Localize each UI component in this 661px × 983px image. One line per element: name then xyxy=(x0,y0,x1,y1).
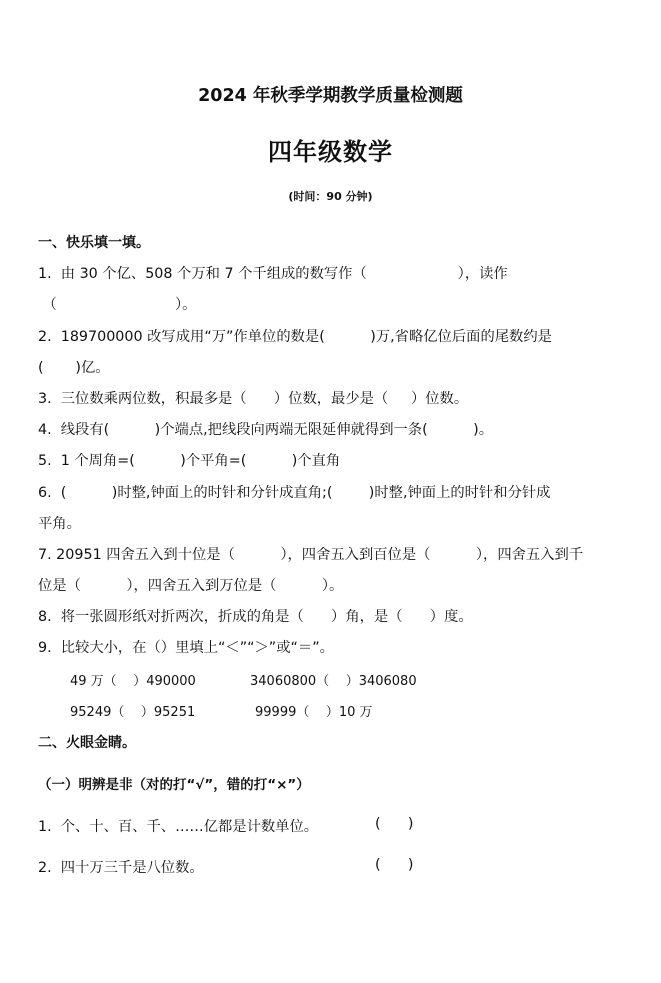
subsection-heading: （一）明辨是非（对的打“√”，错的打“×”） xyxy=(38,777,310,793)
question-line: 5. 1 个周角=( )个平角=( )个直角 xyxy=(38,453,341,469)
question-line: 4. 线段有( )个端点,把线段向两端无限延伸就得到一条( )。 xyxy=(38,422,494,438)
compare-item: 99999（ ）10 万 xyxy=(255,705,373,720)
question-line: （ ）。 xyxy=(38,297,197,313)
question-line: 9. 比较大小，在（）里填上“＜”“＞”或“＝”。 xyxy=(38,640,334,656)
question-line: ( )亿。 xyxy=(38,360,110,376)
subject-title: 四年级数学 xyxy=(268,138,393,166)
answer-paren: ( ) xyxy=(375,857,414,873)
question-line: 8. 将一张圆形纸对折两次，折成的角是（ ）角，是（ ）度。 xyxy=(38,609,473,625)
time-note: (时间：90 分钟) xyxy=(288,190,373,203)
judge-item: 2. 四十万三千是八位数。 xyxy=(38,860,204,876)
question-line: 2. 189700000 改写成用“万”作单位的数是( )万,省略亿位后面的尾数约是 xyxy=(38,329,552,345)
question-line: 7. 20951 四舍五入到十位是（ ），四舍五入到百位是（ ），四舍五入到千 xyxy=(38,547,584,563)
exam-title: 2024 年秋季学期教学质量检测题 xyxy=(198,86,463,106)
question-line: 1. 由 30 个亿、508 个万和 7 个千组成的数写作（ ），读作 xyxy=(38,266,508,282)
question-line: 位是（ ），四舍五入到万位是（ ）。 xyxy=(38,578,344,594)
judge-item: 1. 个、十、百、千、……亿都是计数单位。 xyxy=(38,819,319,835)
answer-paren: ( ) xyxy=(375,816,414,832)
section-heading: 二、火眼金睛。 xyxy=(38,735,136,751)
compare-item: 49 万（ ）490000 xyxy=(70,674,196,689)
compare-item: 34060800（ ）3406080 xyxy=(250,674,417,689)
compare-item: 95249（ ）95251 xyxy=(70,705,196,720)
question-line: 3. 三位数乘两位数，积最多是（ ）位数，最少是（ ）位数。 xyxy=(38,391,469,407)
section-heading: 一、快乐填一填。 xyxy=(38,235,150,251)
question-line: 6. ( )时整,钟面上的时针和分针成直角;( )时整,钟面上的时针和分针成 xyxy=(38,485,551,501)
question-line: 平角。 xyxy=(38,516,81,532)
